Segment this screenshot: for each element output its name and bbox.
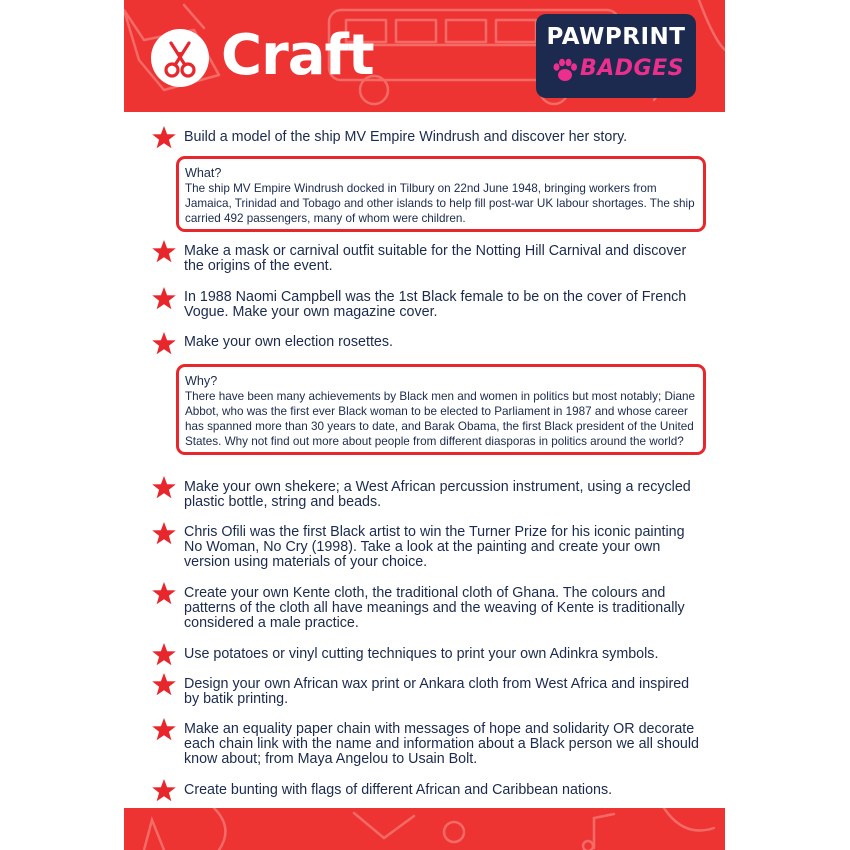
page-title: Craft	[221, 23, 374, 88]
header-banner	[124, 0, 725, 112]
star-icon	[151, 475, 177, 501]
craft-item-carnival-mask: Make a mask or carnival outfit suitable for the Notting Hill Carnival and discover the origins of the event.	[184, 243, 687, 274]
logo-line1: PAWPRINT	[546, 24, 686, 50]
decorative-doodles	[124, 808, 725, 850]
craft-item-adinkra-symbols: Use potatoes or vinyl cutting techniques to print your own Adinkra symbols.	[184, 646, 659, 662]
info-box-what	[176, 156, 706, 232]
star-icon	[151, 672, 177, 698]
craft-item-shekere: Make your own shekere; a West African percussion instrument, using a recycled plastic bottle, string and beads.	[184, 479, 691, 510]
star-icon	[151, 521, 177, 547]
craft-page	[124, 0, 725, 850]
craft-item-magazine-cover: In 1988 Naomi Campbell was the 1st Black female to be on the cover of French Vogue. Make your own magazine cover.	[184, 289, 687, 320]
logo-line2: BADGES	[580, 56, 684, 81]
scissors-badge	[151, 29, 209, 87]
scissors-icon	[151, 29, 209, 87]
star-icon	[151, 717, 177, 743]
craft-item-paper-chain: Make an equality paper chain with messages of hope and solidarity OR decorate each chain link with the name and information about a Black person we all should know about; from Maya Angelou to Usain Bolt.	[184, 721, 699, 767]
info-box-why	[176, 364, 706, 455]
star-icon	[151, 331, 177, 357]
info-box-title: Why?	[185, 374, 218, 388]
craft-item-bunting: Create bunting with flags of different African and Caribbean nations.	[184, 782, 613, 798]
craft-item-windrush-model: Build a model of the ship MV Empire Windrush and discover her story.	[184, 129, 628, 145]
star-icon	[151, 581, 177, 607]
footer-banner	[124, 808, 725, 850]
star-icon	[151, 642, 177, 668]
info-box-text: There have been many achievements by Black men and women in politics but most notably; Diane Abbot, who was the first ever Black woman to be elected to Parliament in 1987 and whose career has spanned more than 30 years to date, and Barak Obama, the first Black president of the United States. Why not find out more about people from different diasporas in politics around the world?	[185, 390, 695, 448]
paw-icon	[552, 58, 578, 82]
craft-item-kente-cloth: Create your own Kente cloth, the traditional cloth of Ghana. The colours and patterns of the cloth all have meanings and the weaving of Kente is traditionally considered a male practice.	[184, 585, 685, 631]
star-icon	[151, 778, 177, 804]
craft-item-ankara-cloth: Design your own African wax print or Ankara cloth from West Africa and inspired by batik printing.	[184, 676, 690, 707]
pawprint-badges-logo	[536, 14, 696, 98]
star-icon	[151, 286, 177, 312]
info-box-title: What?	[185, 166, 222, 180]
star-icon	[151, 125, 177, 151]
star-icon	[151, 239, 177, 265]
info-box-text: The ship MV Empire Windrush docked in Tilbury on 22nd June 1948, bringing workers from Jamaica, Trinidad and Tobago and other islands to help fill post-war UK labour shortages. The ship carried 492 passengers, many of whom were children.	[185, 182, 695, 225]
craft-item-chris-ofili: Chris Ofili was the first Black artist to win the Turner Prize for his iconic painting No Woman, No Cry (1998). Take a look at the painting and create your own version using materials of your choice.	[184, 524, 685, 570]
craft-item-election-rosettes: Make your own election rosettes.	[184, 334, 393, 350]
